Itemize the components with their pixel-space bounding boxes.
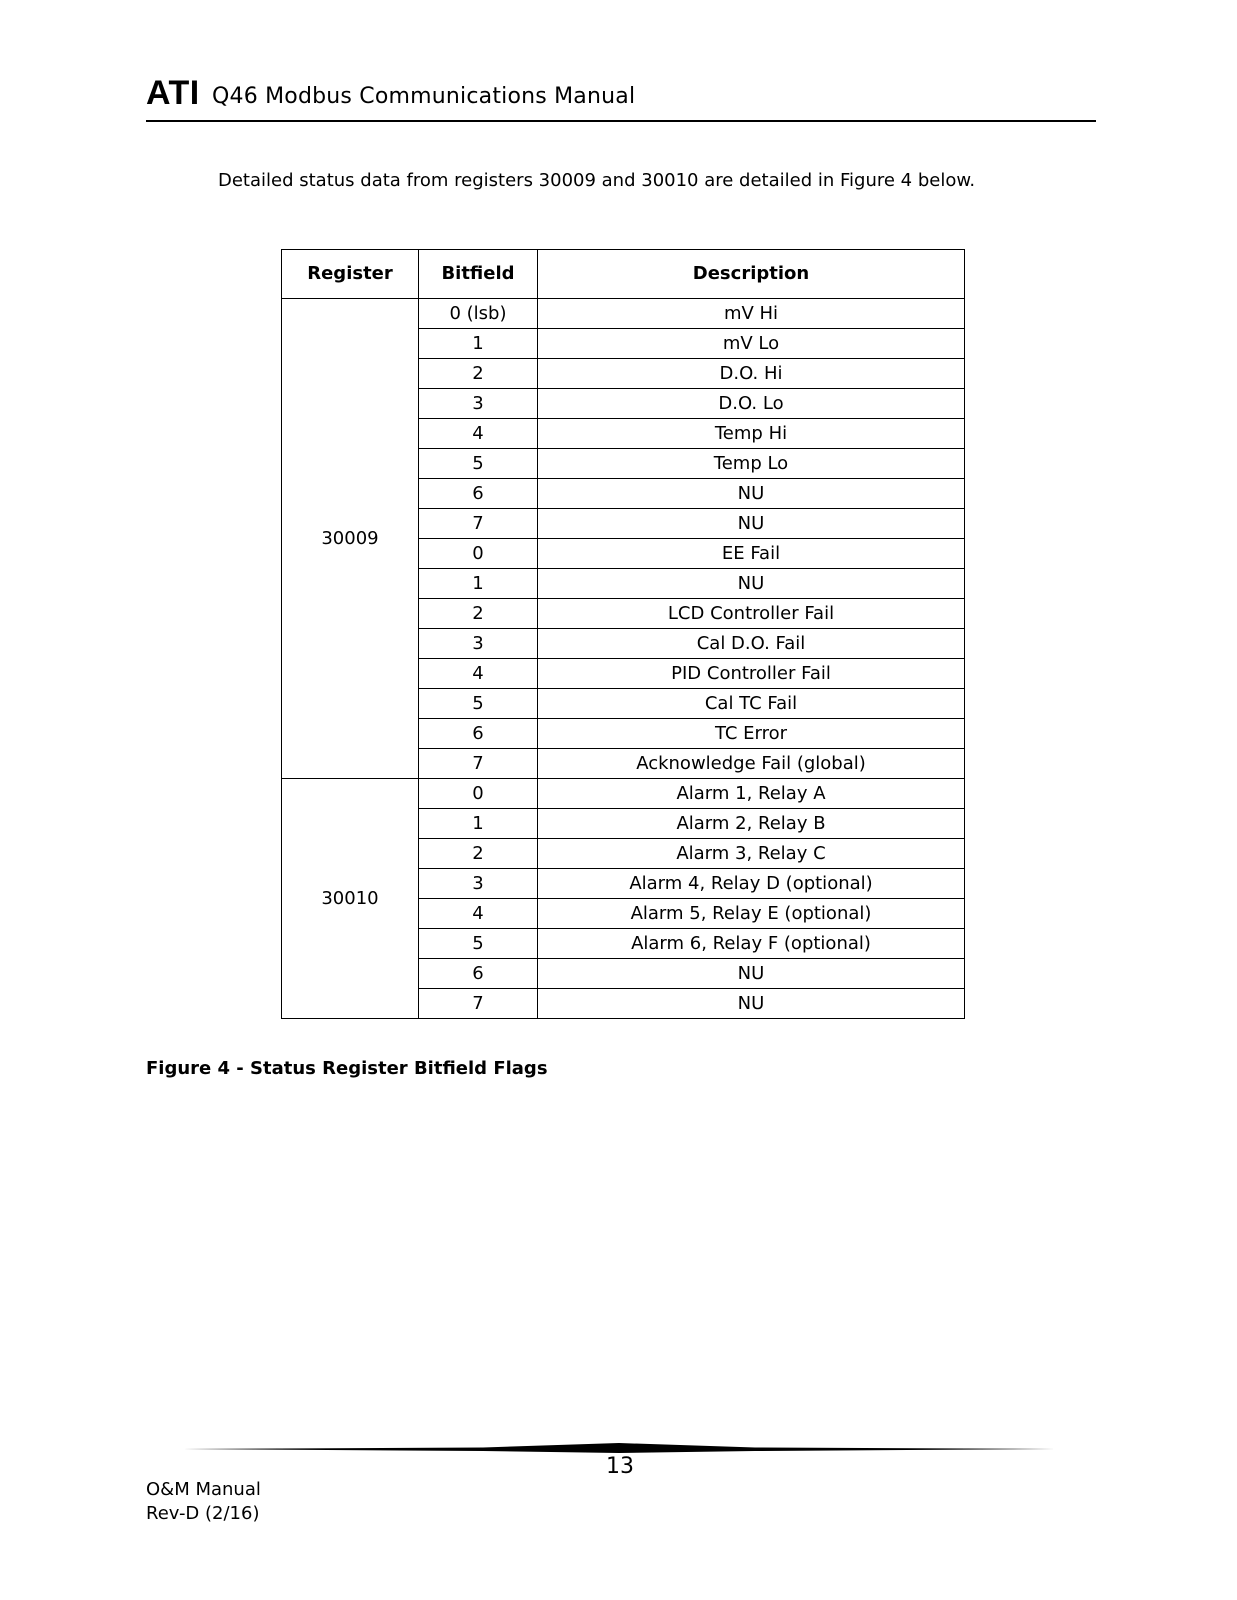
description-cell: mV Hi: [538, 299, 965, 329]
bitfield-cell: 1: [419, 569, 538, 599]
bitfield-cell: 3: [419, 389, 538, 419]
bitfield-cell: 4: [419, 419, 538, 449]
description-cell: Alarm 2, Relay B: [538, 809, 965, 839]
bitfield-cell: 7: [419, 989, 538, 1019]
bitfield-cell: 4: [419, 659, 538, 689]
document-title: Q46 Modbus Communications Manual: [212, 84, 636, 109]
footer-meta: [146, 1478, 261, 1526]
bitfield-cell: 3: [419, 869, 538, 899]
footer-revision: Rev-D (2/16): [146, 1503, 260, 1524]
status-bitfield-table: [281, 249, 965, 1019]
bitfield-cell: 3: [419, 629, 538, 659]
description-cell: Cal D.O. Fail: [538, 629, 965, 659]
description-cell: PID Controller Fail: [538, 659, 965, 689]
register-cell: 30009: [282, 299, 419, 779]
bitfield-cell: 2: [419, 599, 538, 629]
figure-caption: Figure 4 - Status Register Bitfield Flags: [146, 1058, 548, 1079]
description-cell: Temp Lo: [538, 449, 965, 479]
brand-logo: ATI: [146, 74, 200, 112]
description-cell: D.O. Hi: [538, 359, 965, 389]
description-cell: D.O. Lo: [538, 389, 965, 419]
description-cell: Cal TC Fail: [538, 689, 965, 719]
table-row: [282, 779, 965, 809]
description-cell: Alarm 3, Relay C: [538, 839, 965, 869]
description-cell: NU: [538, 569, 965, 599]
bitfield-cell: 1: [419, 809, 538, 839]
description-cell: Acknowledge Fail (global): [538, 749, 965, 779]
description-cell: TC Error: [538, 719, 965, 749]
bitfield-cell: 5: [419, 689, 538, 719]
header-description: Description: [538, 250, 965, 299]
intro-paragraph: Detailed status data from registers 30009 and 30010 are detailed in Figure 4 below.: [218, 170, 976, 191]
bitfield-cell: 0: [419, 539, 538, 569]
bitfield-cell: 6: [419, 959, 538, 989]
header-bitfield: Bitfield: [419, 250, 538, 299]
description-cell: Alarm 4, Relay D (optional): [538, 869, 965, 899]
bitfield-cell: 5: [419, 929, 538, 959]
bitfield-cell: 2: [419, 839, 538, 869]
description-cell: NU: [538, 479, 965, 509]
page-number: 13: [606, 1454, 634, 1479]
table-body: [282, 299, 965, 1019]
description-cell: Temp Hi: [538, 419, 965, 449]
table-row: [282, 299, 965, 329]
bitfield-cell: 5: [419, 449, 538, 479]
description-cell: Alarm 1, Relay A: [538, 779, 965, 809]
bitfield-cell: 1: [419, 329, 538, 359]
page-header: [146, 72, 1096, 122]
register-cell: 30010: [282, 779, 419, 1019]
description-cell: EE Fail: [538, 539, 965, 569]
description-cell: LCD Controller Fail: [538, 599, 965, 629]
bitfield-cell: 6: [419, 719, 538, 749]
bitfield-cell: 4: [419, 899, 538, 929]
table-header-row: [282, 250, 965, 299]
bitfield-cell: 2: [419, 359, 538, 389]
bitfield-cell: 6: [419, 479, 538, 509]
header-register: Register: [282, 250, 419, 299]
description-cell: NU: [538, 959, 965, 989]
bitfield-cell: 7: [419, 749, 538, 779]
bitfield-cell: 0 (lsb): [419, 299, 538, 329]
description-cell: NU: [538, 509, 965, 539]
bitfield-cell: 7: [419, 509, 538, 539]
bitfield-cell: 0: [419, 779, 538, 809]
description-cell: mV Lo: [538, 329, 965, 359]
description-cell: Alarm 6, Relay F (optional): [538, 929, 965, 959]
description-cell: Alarm 5, Relay E (optional): [538, 899, 965, 929]
footer-manual-label: O&M Manual: [146, 1479, 261, 1500]
description-cell: NU: [538, 989, 965, 1019]
